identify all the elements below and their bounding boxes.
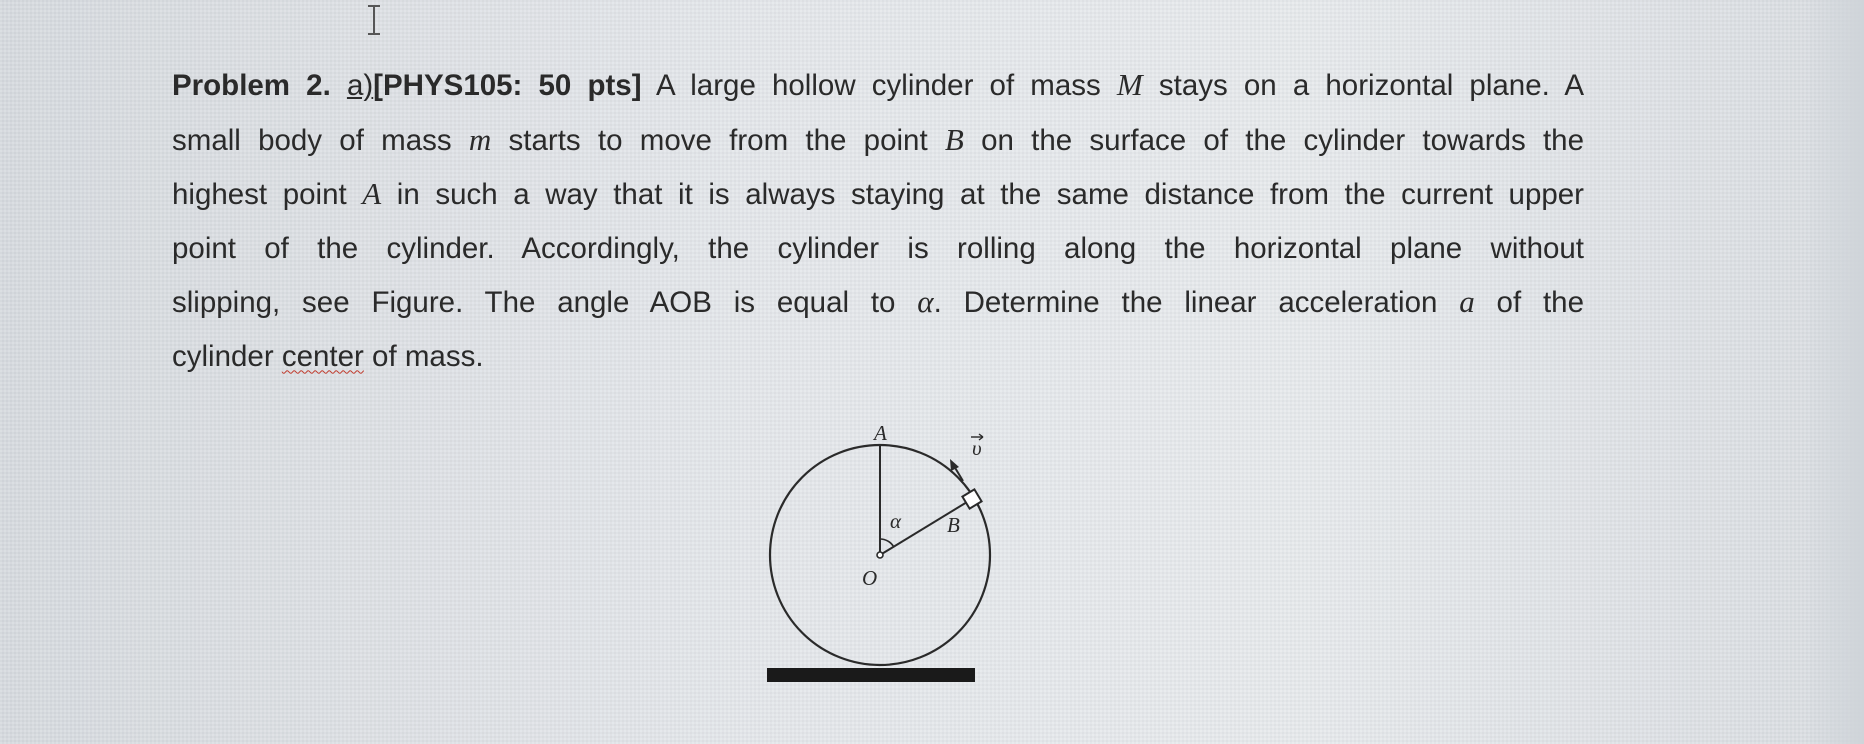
text-run: slipping, see Figure. The angle AOB is equal to xyxy=(172,286,918,319)
label-o: O xyxy=(862,566,878,590)
text-run: of the xyxy=(1474,286,1584,319)
math-symbol: a xyxy=(1459,284,1475,319)
text-run: of mass. xyxy=(363,339,484,373)
label-b: B xyxy=(947,513,960,537)
angle-arc xyxy=(880,539,894,547)
arrow-icon xyxy=(950,459,959,471)
ground-plane xyxy=(767,668,975,682)
math-symbol: A xyxy=(362,176,382,211)
text-run: . Determine the linear acceleration xyxy=(933,286,1460,319)
problem-line-2 xyxy=(172,113,1584,168)
text-run: on the surface of the cylinder towards the xyxy=(963,123,1584,157)
math-symbol: α xyxy=(917,284,934,319)
course-points: [PHYS105: 50 pts] xyxy=(373,69,642,102)
label-velocity: υ xyxy=(972,436,982,460)
problem-part: a) xyxy=(346,69,374,102)
problem-line-1 xyxy=(172,58,1584,113)
text-run: point of the cylinder. Accordingly, the cylinder is rolling along the horizontal plane without xyxy=(172,231,1584,265)
text-run: highest point xyxy=(172,178,363,211)
problem-heading: Problem 2. xyxy=(172,69,331,102)
problem-line-5 xyxy=(172,275,1584,330)
text-run: cylinder xyxy=(172,339,282,373)
problem-line-6 xyxy=(172,330,1584,384)
spellcheck-word: center xyxy=(281,339,364,373)
math-symbol: M xyxy=(1116,67,1143,102)
math-symbol: B xyxy=(944,121,964,157)
text-cursor-ibeam-icon xyxy=(362,4,386,36)
center-point xyxy=(877,552,883,558)
cylinder-figure xyxy=(750,415,1010,695)
label-alpha: α xyxy=(890,509,902,533)
text-run: A large hollow cylinder of mass xyxy=(641,69,1117,102)
problem-text[interactable] xyxy=(172,58,1584,383)
text-run: in such a way that it is always staying at the same distance from the current upper xyxy=(381,178,1584,211)
label-a: A xyxy=(874,421,887,445)
text-run: stays on a horizontal plane. A xyxy=(1142,69,1585,102)
window-edge xyxy=(1806,0,1864,744)
line-text xyxy=(642,69,1584,102)
text-run: starts to move from the point xyxy=(491,123,945,157)
problem-line-4 xyxy=(172,222,1584,276)
math-symbol: m xyxy=(468,121,492,157)
text-run: small body of mass xyxy=(172,123,469,157)
problem-line-3 xyxy=(172,167,1584,222)
